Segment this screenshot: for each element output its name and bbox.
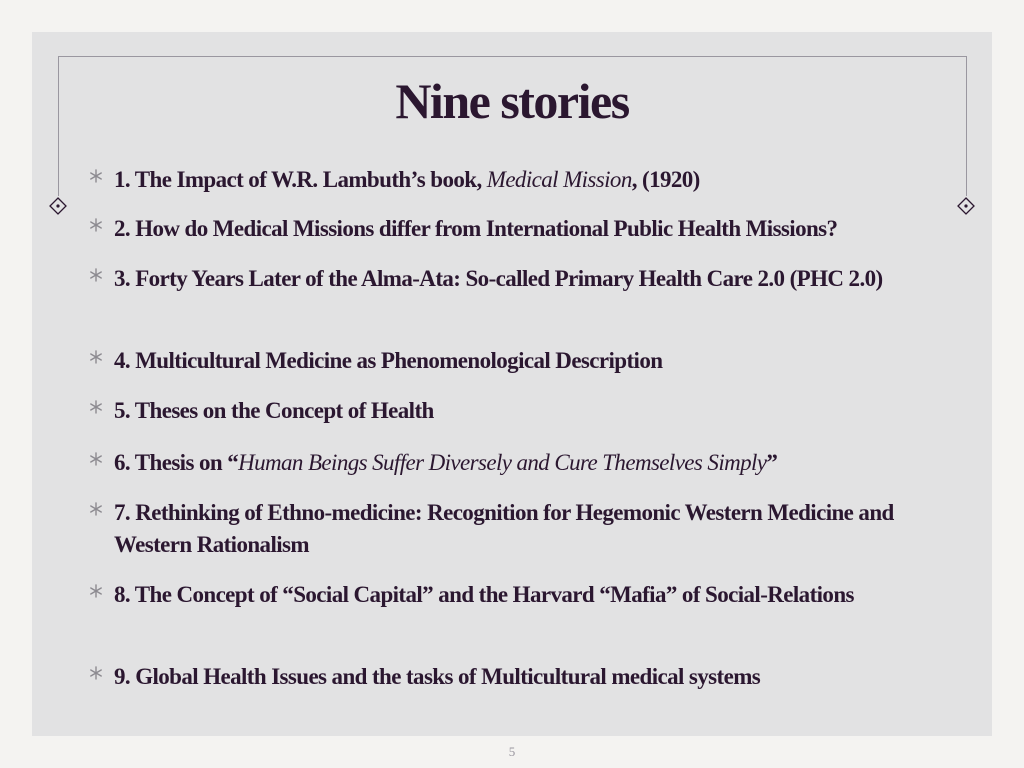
list-item-text: 1. The Impact of W.R. Lambuth’s book, Medical Mission, (1920) — [114, 167, 700, 192]
page-number: 5 — [508, 744, 516, 759]
asterisk-bullet-icon — [88, 168, 104, 184]
list-item-text: 9. Global Health Issues and the tasks of Multicultural medical systems — [114, 664, 761, 689]
list-item-text: 8. The Concept of “Social Capital” and the Harvard “Mafia” of Social-Relations — [114, 582, 854, 607]
slide-title: Nine stories — [395, 73, 629, 129]
asterisk-bullet-icon — [88, 217, 104, 233]
asterisk-bullet-icon — [88, 349, 104, 365]
asterisk-bullet-icon — [88, 267, 104, 283]
asterisk-bullet-icon — [88, 501, 104, 517]
list-item-text: 6. Thesis on “Human Beings Suffer Diversely and Cure Themselves Simply” — [114, 450, 778, 475]
frame-top-line — [58, 56, 966, 57]
list-item-text: 5. Theses on the Concept of Health — [114, 398, 434, 423]
list-item-text: 3. Forty Years Later of the Alma-Ata: So-called Primary Health Care 2.0 (PHC 2.0) — [114, 266, 883, 291]
asterisk-bullet-icon — [88, 451, 104, 467]
asterisk-bullet-icon — [88, 583, 104, 599]
diamond-ornament-icon — [957, 197, 975, 215]
slide-panel — [32, 32, 992, 736]
asterisk-bullet-icon — [88, 399, 104, 415]
asterisk-bullet-icon — [88, 665, 104, 681]
diamond-ornament-icon — [49, 197, 67, 215]
list-item-text: 4. Multicultural Medicine as Phenomenological Description — [114, 348, 663, 373]
list-item-text: 2. How do Medical Missions differ from International Public Health Missions? — [114, 216, 838, 241]
list-item-text: 7. Rethinking of Ethno-medicine: Recognition for Hegemonic Western Medicine and Western Rationalism — [114, 500, 894, 557]
